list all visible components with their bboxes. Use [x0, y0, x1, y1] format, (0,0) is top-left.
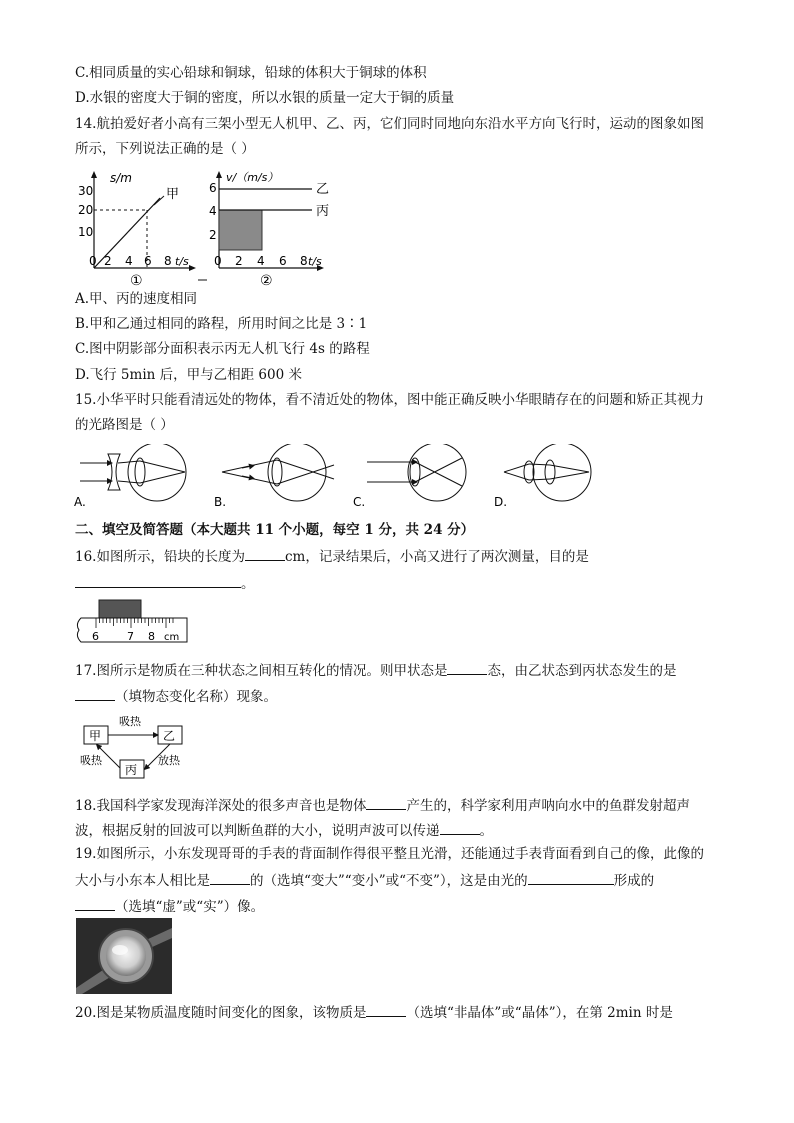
graph-1	[78, 171, 196, 288]
section-heading: 二、填空及简答题（本大题共 11 个小题，每空 1 分，共 24 分）	[75, 522, 475, 538]
graph1-ytick: 20	[78, 203, 94, 217]
graph2-xtick: 8	[300, 254, 308, 268]
q19-text: 的（选填“变大”“变小”或“不变”），这是由光的	[250, 873, 528, 889]
question-17-cont	[75, 686, 277, 706]
question-15-stem: 15.小华平时只能看清远处的物体，看不清近处的物体，图中能正确反映小华眼睛存在的问题和矫正其视力	[75, 392, 704, 408]
option-c: C.图中阴影部分面积表示丙无人机飞行 4s 的路程	[75, 341, 370, 357]
graph1-caption: ①	[130, 273, 143, 288]
question-17	[75, 660, 676, 680]
q20-text: （选填“非晶体”或“晶体”），在第 2min 时是	[406, 1005, 673, 1021]
state-change-diagram	[78, 716, 193, 780]
option-b-label: B.	[214, 495, 227, 509]
state-jia: 甲	[89, 729, 102, 743]
graph2-ylabel: v/（m/s）	[226, 171, 279, 184]
graph2-caption: ②	[260, 273, 273, 288]
question-15-stem-cont: 的光路图是（ ）	[75, 417, 174, 433]
label-absorb-heat: 吸热	[80, 754, 102, 767]
question-14-stem: 14.航拍爱好者小高有三架小型无人机甲、乙、丙，它们同时同地向东沿水平方向飞行时，运动的图象如图	[75, 116, 704, 132]
q18-text: 18.我国科学家发现海洋深处的很多声音也是物体	[75, 798, 367, 814]
graph1-ylabel: s/m	[110, 171, 132, 185]
graph2-xtick: 4	[257, 254, 265, 268]
graph2-ytick: 6	[209, 181, 217, 195]
answer-blank[interactable]	[366, 795, 406, 810]
lead-block	[99, 600, 141, 618]
q18-text: 波，根据反射的回波可以判断鱼群的大小，说明声波可以传递	[75, 823, 440, 839]
answer-blank[interactable]	[366, 1002, 406, 1017]
q18-end: 。	[479, 823, 493, 839]
answer-blank[interactable]	[447, 660, 487, 675]
graph2-ytick: 4	[209, 204, 217, 218]
eye-diagram-b	[214, 444, 334, 509]
eye-diagrams	[72, 444, 722, 514]
q17-text: （填物态变化名称）现象。	[115, 689, 277, 705]
option-c: C.相同质量的实心铅球和铜球，铅球的体积大于铜球的体积	[75, 65, 427, 81]
graph1-xtick: 2	[104, 254, 112, 268]
label-absorb-heat: 吸热	[119, 716, 141, 728]
question-16	[75, 546, 589, 566]
graph-2	[198, 171, 329, 288]
motion-graphs	[72, 168, 342, 288]
question-14-stem-cont: 所示，下列说法正确的是（ ）	[75, 141, 255, 157]
option-a-label: A.	[74, 495, 86, 509]
q19-text: 形成的	[613, 873, 655, 889]
q18-text: 产生的，科学家利用声呐向水中的鱼群发射超声	[406, 798, 690, 814]
option-c-label: C.	[353, 495, 366, 509]
q16-end: 。	[241, 576, 255, 592]
answer-blank[interactable]	[75, 686, 115, 701]
eye-diagram-c	[353, 444, 466, 509]
q17-text: 17.图所示是物质在三种状态之间相互转化的情况。则甲状态是	[75, 663, 448, 679]
graph1-xtick: 4	[125, 254, 133, 268]
graph1-ytick: 30	[78, 184, 94, 198]
label-release-heat: 放热	[158, 754, 180, 767]
answer-blank[interactable]	[440, 820, 480, 835]
graph2-xtick: 6	[279, 254, 287, 268]
ruler-label: 6	[92, 630, 99, 643]
state-bing: 丙	[125, 763, 138, 777]
ruler-unit: cm	[164, 632, 180, 643]
answer-blank[interactable]	[75, 573, 241, 588]
question-20	[75, 1002, 673, 1022]
q20-text: 20.图是某物质温度随时间变化的图象，该物质是	[75, 1005, 367, 1021]
question-19: 19.如图所示，小东发现哥哥的手表的背面制作得很平整且光滑，还能通过手表背面看到自己的像，此像的	[75, 846, 704, 862]
series-jia-label: 甲	[166, 187, 180, 202]
q16-text: 16.如图所示，铅块的长度为	[75, 549, 245, 565]
question-18	[75, 795, 690, 815]
question-18-cont	[75, 820, 493, 840]
answer-blank[interactable]	[528, 870, 614, 885]
option-b: B.甲和乙通过相同的路程，所用时间之比是 3∶1	[75, 316, 368, 332]
graph1-xtick: 8	[164, 254, 172, 268]
shaded-area	[219, 210, 262, 250]
option-d: D.水银的密度大于铜的密度，所以水银的质量一定大于铜的质量	[75, 90, 455, 106]
answer-blank[interactable]	[245, 546, 285, 561]
graph2-xtick: 0	[214, 254, 222, 268]
question-19-cont	[75, 896, 264, 916]
eye-diagram-d	[494, 444, 591, 509]
graph1-xlabel: t/s	[175, 255, 189, 268]
option-a: A.甲、丙的速度相同	[75, 291, 198, 307]
graph2-ytick: 2	[209, 228, 217, 242]
q16-text: cm，记录结果后，小高又进行了两次测量，目的是	[284, 549, 589, 565]
q17-text: 态，由乙状态到丙状态发生的是	[487, 663, 677, 679]
ruler-label: 8	[148, 630, 155, 643]
question-16-cont	[75, 573, 255, 593]
graph1-xtick: 0	[89, 254, 97, 268]
option-d: D.飞行 5min 后，甲与乙相距 600 米	[75, 367, 302, 383]
option-d-label: D.	[494, 495, 508, 509]
answer-blank[interactable]	[75, 896, 115, 911]
state-yi: 乙	[163, 729, 176, 743]
ruler-label: 7	[127, 630, 134, 643]
graph2-xtick: 2	[235, 254, 243, 268]
graph1-ytick: 10	[78, 225, 94, 239]
series-yi-label: 乙	[316, 182, 330, 197]
watch-photo	[76, 918, 172, 994]
q19-text: （选填“虚”或“实”）像。	[115, 899, 265, 915]
eye-diagram-a	[74, 444, 186, 509]
q19-text: 大小与小东本人相比是	[75, 873, 210, 889]
series-bing-label: 丙	[316, 204, 330, 219]
answer-blank[interactable]	[210, 870, 250, 885]
graph1-xtick: 6	[144, 254, 152, 268]
ruler-figure	[75, 598, 195, 648]
graph2-xlabel: t/s	[308, 255, 322, 268]
question-19-cont	[75, 870, 654, 890]
